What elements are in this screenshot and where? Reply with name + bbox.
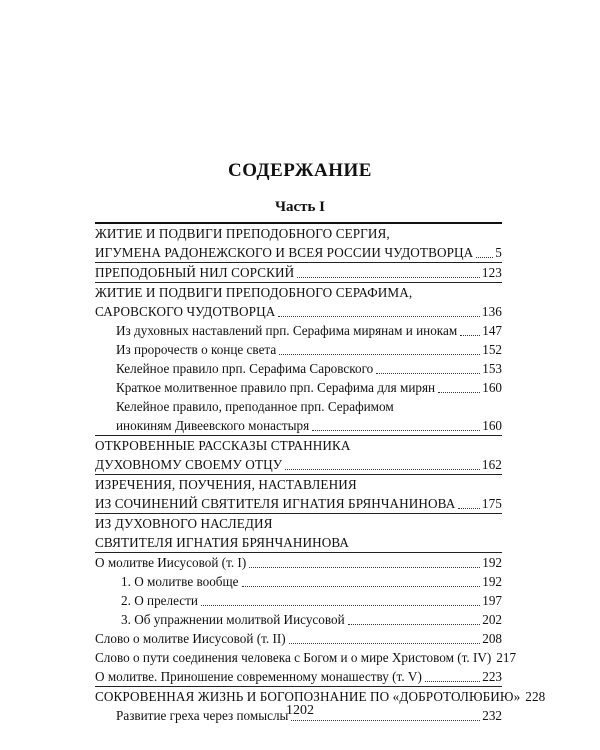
toc-entry-title-line: Краткое молитвенное правило прп. Серафима для мирян <box>116 380 436 395</box>
toc-page-number: 160 <box>482 418 502 433</box>
toc-entry-title-line: О молитве Иисусовой (т. I) <box>95 555 247 570</box>
leader-dots <box>460 335 480 336</box>
toc-subentry[interactable] <box>95 340 502 359</box>
leader-dots <box>458 508 480 509</box>
toc-section-nil[interactable] <box>95 263 502 282</box>
toc-section-sayings[interactable] <box>95 475 502 513</box>
toc-section-legacy[interactable] <box>95 514 502 552</box>
toc-entry-title-line: 1. О молитве вообще <box>121 574 239 589</box>
leader-dots <box>376 373 480 374</box>
page-number: 1202 <box>286 703 314 718</box>
toc-entry-title-line: Из пророчеств о конце света <box>116 342 277 357</box>
toc-page-number: 192 <box>482 574 502 589</box>
toc-entry-title-line: ИЗ СОЧИНЕНИЙ СВЯТИТЕЛЯ ИГНАТИЯ БРЯНЧАНИНОВА <box>95 496 456 511</box>
leader-dots <box>291 720 480 721</box>
toc-page-number: 232 <box>482 708 502 723</box>
toc-page-number: 5 <box>495 245 502 260</box>
toc-page-number: 160 <box>482 380 502 395</box>
toc-entry-title-line: инокиням Дивеевского монастыря <box>116 418 310 433</box>
leader-dots <box>249 567 480 568</box>
toc-entry-title-line: Слово о молитве Иисусовой (т. II) <box>95 631 286 646</box>
toc-subentry[interactable] <box>95 648 517 667</box>
toc-subentry[interactable] <box>95 553 502 572</box>
toc-page-number: 153 <box>482 361 502 376</box>
leader-dots <box>242 586 481 587</box>
toc-subentry[interactable] <box>95 591 502 610</box>
toc-entry-title-line: Келейное правило, преподанное прп. Серафимом <box>116 399 394 414</box>
toc-page-number: 192 <box>482 555 502 570</box>
toc-page-number: 208 <box>482 631 502 646</box>
toc-page-number: 223 <box>482 669 502 684</box>
leader-dots <box>279 354 480 355</box>
toc-entry-title-line: ИЗ ДУХОВНОГО НАСЛЕДИЯ <box>95 516 273 531</box>
toc-subentry[interactable] <box>95 397 502 435</box>
leader-dots <box>289 643 481 644</box>
toc-entry-title-line: СОКРОВЕННАЯ ЖИЗНЬ И БОГОПОЗНАНИЕ ПО «ДОБРОТОЛЮБИЮ» <box>95 689 521 704</box>
page-title: СОДЕРЖАНИЕ <box>228 160 372 181</box>
toc-entry-title-line: О молитве. Приношение современному монашеству (т. V) <box>95 669 422 684</box>
toc-page-number: 202 <box>482 612 502 627</box>
toc-entry-title-line: Слово о пути соединения человека с Богом и о мире Христовом (т. IV) <box>95 650 492 665</box>
toc-subentry[interactable] <box>95 378 502 397</box>
toc-page-number: 152 <box>482 342 502 357</box>
toc-subentry[interactable] <box>95 629 502 648</box>
toc-entry-title-line: 3. Об упражнении молитвой Иисусовой <box>121 612 345 627</box>
toc-section-pilgrim[interactable] <box>95 436 502 474</box>
toc-subentry[interactable] <box>95 359 502 378</box>
leader-dots <box>278 316 480 317</box>
toc-entry-title-line: ИЗРЕЧЕНИЯ, ПОУЧЕНИЯ, НАСТАВЛЕНИЯ <box>95 477 357 492</box>
toc-entry-title-line: Развитие греха через помыслы <box>116 708 289 723</box>
toc-entry-title-line: ЖИТИЕ И ПОДВИГИ ПРЕПОДОБНОГО СЕРАФИМА, <box>95 285 413 300</box>
toc-page-number: 197 <box>482 593 502 608</box>
toc-entry-title-line: ИГУМЕНА РАДОНЕЖСКОГО И ВСЕЯ РОССИИ ЧУДОТВОРЦА <box>95 245 474 260</box>
toc-subentry[interactable] <box>95 572 502 591</box>
toc-subentry[interactable] <box>95 610 502 629</box>
leader-dots <box>297 277 480 278</box>
table-of-contents <box>95 222 546 725</box>
toc-entry-title-line: ПРЕПОДОБНЫЙ НИЛ СОРСКИЙ <box>95 265 295 280</box>
leader-dots <box>438 392 480 393</box>
toc-subentry[interactable] <box>95 667 502 686</box>
toc-page-number: 123 <box>481 265 502 280</box>
toc-entry-title-line: ОТКРОВЕННЫЕ РАССКАЗЫ СТРАННИКА <box>95 438 351 453</box>
toc-entry-title-line: ЖИТИЕ И ПОДВИГИ ПРЕПОДОБНОГО СЕРГИЯ, <box>95 226 390 241</box>
leader-dots <box>285 469 480 470</box>
leader-dots <box>348 624 481 625</box>
toc-entry-title-line: ДУХОВНОМУ СВОЕМУ ОТЦУ <box>95 457 283 472</box>
toc-page-number: 136 <box>481 304 502 319</box>
toc-entry-title-line: 2. О прелести <box>121 593 198 608</box>
toc-page-number: 147 <box>482 323 502 338</box>
toc-page-number: 175 <box>481 496 502 511</box>
toc-subentry[interactable] <box>95 321 502 340</box>
toc-page-number: 162 <box>481 457 502 472</box>
part-heading: Часть I <box>274 199 326 215</box>
toc-page-number: 217 <box>496 650 517 665</box>
toc-page-number: 228 <box>525 689 546 704</box>
leader-dots <box>312 430 480 431</box>
toc-section-sergius[interactable] <box>95 224 502 262</box>
leader-dots <box>201 605 480 606</box>
toc-entry-title-line: САРОВСКОГО ЧУДОТВОРЦА <box>95 304 276 319</box>
toc-entry-title-line: Из духовных наставлений прп. Серафима мирянам и инокам <box>116 323 458 338</box>
toc-section-seraphim[interactable] <box>95 283 502 321</box>
leader-dots <box>425 681 480 682</box>
leader-dots <box>476 257 493 258</box>
toc-entry-title-line: СВЯТИТЕЛЯ ИГНАТИЯ БРЯНЧАНИНОВА <box>95 535 350 550</box>
toc-entry-title-line: Келейное правило прп. Серафима Саровского <box>116 361 374 376</box>
